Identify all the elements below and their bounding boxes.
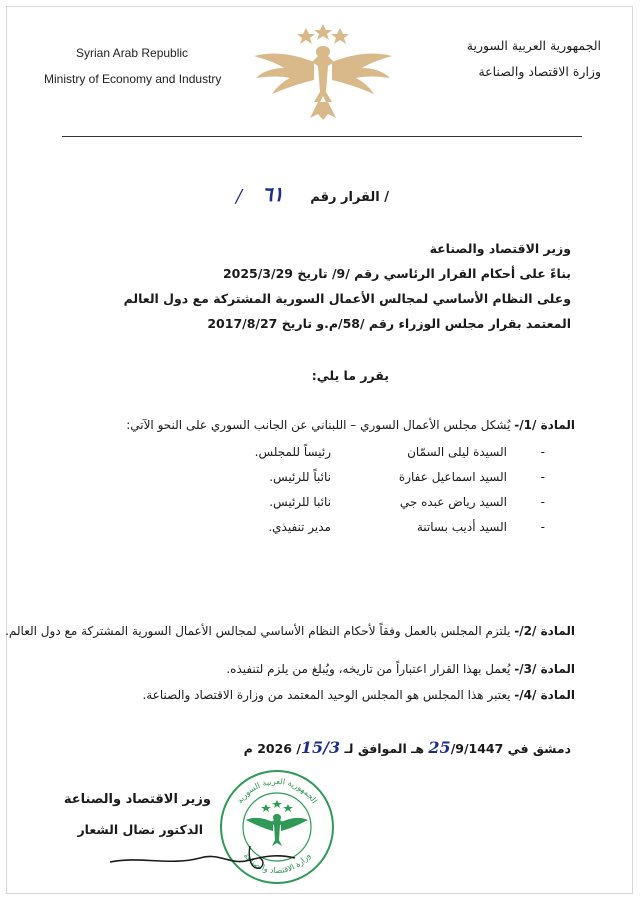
member-2-dash: - — [540, 470, 545, 484]
member-4-name: السيد أديب بساتنة — [416, 520, 507, 534]
stamp-ring-top: الجمهورية العربية السورية — [235, 776, 320, 805]
article-4-label: المادة /4/- — [514, 688, 575, 702]
article-1-label: المادة /1/- — [514, 418, 575, 432]
signature-name: الدكتور نضال الشعار — [77, 822, 203, 837]
preamble-minister: وزير الاقتصاد والصناعة — [429, 241, 571, 256]
stamp-ring-bottom: وزارة الاقتصاد والصناعة — [241, 851, 313, 876]
header-ar-ministry: وزارة الاقتصاد والصناعة — [478, 64, 601, 79]
member-1-name: السيدة ليلى السمّان — [407, 445, 507, 459]
header-divider — [62, 136, 582, 137]
date-gregorian-day-month: 15/3 — [300, 738, 341, 757]
member-3-role: نائبا للرئيس. — [269, 495, 331, 509]
decides-heading: يقرر ما يلي: — [311, 368, 389, 383]
article-3-label: المادة /3/- — [514, 662, 575, 676]
member-1-dash: - — [540, 445, 545, 459]
date-prefix: دمشق في — [507, 741, 571, 756]
member-3-name: السيد رياض عبده جي — [399, 495, 507, 509]
header-en-country: Syrian Arab Republic — [76, 46, 189, 60]
signature-title: وزير الاقتصاد والصناعة — [63, 792, 211, 807]
decision-end-slash: / — [236, 186, 243, 207]
member-2-name: السيد اسماعيل عفارة — [398, 470, 507, 484]
eagle-emblem-icon — [248, 22, 398, 122]
article-2-label: المادة /2/- — [514, 624, 575, 638]
preamble-cabinet-decision: المعتمد بقرار مجلس الوزراء رقم /58/م.و تاريخ 2017/8/27 — [207, 316, 571, 331]
article-3 — [226, 662, 575, 676]
handwritten-signature-icon — [100, 836, 300, 876]
member-4-role: مدير تنفيذي. — [268, 520, 331, 534]
article-1 — [126, 418, 575, 432]
article-4-text: يعتبر هذا المجلس هو المجلس الوحيد المعتمد من وزارة الاقتصاد والصناعة. — [142, 688, 511, 702]
header-ar-country: الجمهورية العربية السورية — [466, 38, 601, 53]
date-gregorian-year: / 2026 م — [243, 741, 301, 756]
date-hijri-day: 25 — [428, 738, 451, 757]
article-4 — [142, 688, 575, 702]
preamble-bylaws: وعلى النظام الأساسي لمجالس الأعمال السورية المشتركة مع دول العالم — [123, 291, 571, 306]
member-4-dash: - — [540, 520, 545, 534]
header-en-ministry: Ministry of Economy and Industry — [44, 72, 222, 86]
decision-label: القرار رقم / — [310, 190, 389, 205]
date-line — [244, 738, 571, 757]
article-2 — [5, 624, 575, 638]
date-hijri-rest: /9/1447 هـ الموافق لـ — [344, 741, 504, 756]
article-3-text: يُعمل بهذا القرار اعتباراً من تاريخه، ويُبلغ من يلزم لتنفيذه. — [226, 662, 511, 676]
decision-number: ٦١ — [262, 182, 284, 206]
member-3-dash: - — [540, 495, 545, 509]
preamble-presidential-decree: بناءً على أحكام القرار الرئاسي رقم /9/ تاريخ 2025/3/29 — [222, 266, 571, 281]
member-1-role: رئيساً للمجلس. — [254, 445, 331, 459]
article-1-text: يُشكل مجلس الأعمال السوري – اللبناني عن الجانب السوري على النحو الآتي: — [126, 418, 511, 432]
member-2-role: نائباً للرئيس. — [269, 470, 331, 484]
article-2-text: يلتزم المجلس بالعمل وفقاً لأحكام النظام الأساسي لمجالس الأعمال السورية المشتركة مع دول العالم. — [5, 624, 511, 638]
